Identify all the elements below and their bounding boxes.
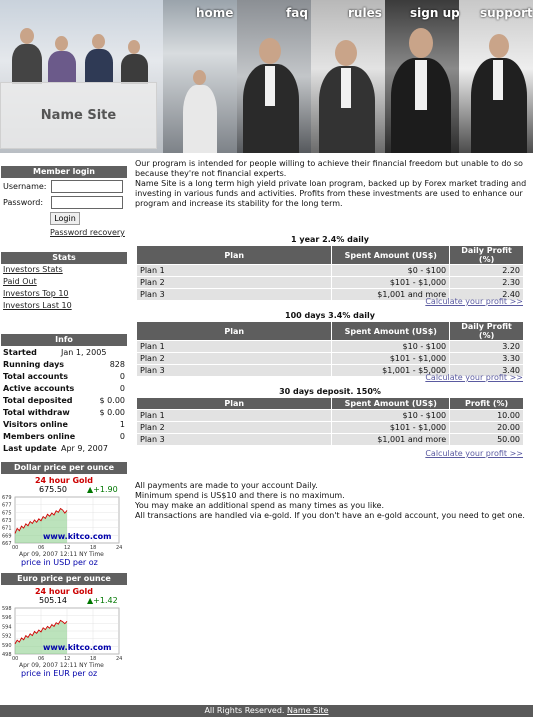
info-heading: Info — [1, 334, 127, 346]
table-cell: $10 - $100 — [332, 341, 450, 353]
header-photo-5 — [459, 0, 533, 153]
table-cell: Plan 2 — [137, 277, 332, 289]
intro-text — [135, 159, 527, 209]
x-tick-label: 24 — [116, 656, 123, 662]
nav-home[interactable]: home — [196, 6, 234, 20]
info-value: $ 0.00 — [99, 396, 125, 405]
site-name: Name Site — [40, 108, 117, 123]
table-cell: $1,001 - $5,000 — [332, 365, 450, 377]
username-label: Username: — [3, 182, 47, 191]
password-input[interactable] — [51, 196, 123, 209]
info-label: Last update — [3, 444, 57, 453]
x-tick-label: 00 — [12, 545, 19, 551]
table-cell: 10.00 — [450, 410, 524, 422]
plan-table — [136, 321, 524, 377]
table-cell: $101 - $1,000 — [332, 277, 450, 289]
dollar-gold-chart — [1, 475, 127, 567]
table-cell: Plan 3 — [137, 365, 332, 377]
person-icon — [48, 51, 76, 83]
info-label: Total deposited — [3, 396, 73, 405]
table-cell: $10 - $100 — [332, 410, 450, 422]
header-banner — [0, 0, 533, 153]
username-input[interactable] — [51, 180, 123, 193]
info-row-running-days — [3, 360, 125, 372]
x-tick-label: 12 — [64, 545, 71, 551]
table-cell: Plan 3 — [137, 434, 332, 446]
info-label: Running days — [3, 360, 65, 369]
person-icon — [20, 28, 34, 44]
table-cell: Plan 2 — [137, 422, 332, 434]
chart-time: Apr 09, 2007 12:11 NY Time — [19, 551, 104, 558]
person-icon — [121, 54, 148, 84]
info-row-total-withdraw — [3, 408, 125, 420]
info-row-visitors-online — [3, 420, 125, 432]
euro-price-heading: Euro price per ounce — [1, 573, 127, 585]
y-tick-label: 673 — [2, 518, 12, 524]
x-tick-label: 06 — [38, 656, 45, 662]
info-value: 828 — [109, 360, 125, 369]
payments-line: All payments are made to your account Daily. — [135, 481, 318, 490]
nav-faq[interactable]: faq — [286, 6, 308, 20]
chart-title: 24 hour Gold — [34, 587, 94, 596]
y-tick-label: 498 — [2, 652, 12, 658]
y-tick-label: 590 — [2, 642, 12, 649]
password-recovery-link[interactable]: Password recovery — [50, 228, 125, 237]
member-login-heading: Member login — [1, 166, 127, 178]
info-label: Visitors online — [3, 420, 68, 429]
info-value: Jan 1, 2005 — [61, 348, 107, 357]
header-photo-3 — [311, 0, 385, 153]
table-cell: $0 - $100 — [332, 265, 450, 277]
table-cell: 3.40 — [450, 365, 524, 377]
password-label: Password: — [3, 198, 44, 207]
chart-title: 24 hour Gold — [34, 476, 94, 485]
intro-paragraph: Our program is intended for people willing to achieve their financial freedom but unable to do so because they're not financial experts. — [135, 159, 523, 178]
dollar-price-heading: Dollar price per ounce — [1, 462, 127, 474]
login-button[interactable]: Login — [50, 212, 80, 225]
info-value: Apr 9, 2007 — [61, 444, 108, 453]
table-cell: Plan 3 — [137, 289, 332, 301]
chart-unit: price in EUR per oz — [21, 669, 98, 678]
info-label: Active accounts — [3, 384, 75, 393]
table-cell: 20.00 — [450, 422, 524, 434]
x-tick-label: 24 — [116, 545, 123, 551]
info-row-last-update — [3, 444, 125, 456]
info-row-members-online — [3, 432, 125, 444]
header-photo-1 — [163, 0, 237, 153]
chart-price: 675.50 — [39, 485, 67, 494]
table-cell: Plan 1 — [137, 410, 332, 422]
table-cell: 2.20 — [450, 265, 524, 277]
chart-brand: www.kitco.com — [43, 532, 112, 541]
info-label: Total accounts — [3, 372, 68, 381]
info-label: Started — [3, 348, 37, 357]
x-tick-label: 12 — [64, 656, 71, 662]
info-row-started — [3, 348, 125, 360]
payments-line: All transactions are handled via e-gold. If you don't have an e-gold account, you need to get one. — [135, 511, 525, 520]
footer-site-link[interactable]: Name Site — [287, 706, 329, 715]
chart-change-value: +1.90 — [93, 485, 118, 494]
table-header-row — [137, 398, 524, 410]
y-tick-label: 596 — [2, 615, 12, 622]
investors-top-10-link[interactable]: Investors Top 10 — [3, 289, 69, 298]
person-icon — [92, 34, 105, 49]
y-tick-label: 677 — [2, 502, 12, 509]
chart-time: Apr 09, 2007 12:11 NY Time — [19, 662, 104, 669]
nav-sign-up[interactable]: sign up — [410, 6, 460, 20]
payments-line: Minimum spend is US$10 and there is no maximum. — [135, 491, 345, 500]
table-cell: Plan 1 — [137, 341, 332, 353]
nav-support[interactable]: support — [480, 6, 533, 20]
plan-table — [136, 245, 524, 301]
table-row — [137, 265, 524, 277]
footer — [0, 705, 533, 717]
person-icon — [55, 36, 68, 51]
table-cell: 3.30 — [450, 353, 524, 365]
info-value: $ 0.00 — [99, 408, 125, 417]
person-icon — [85, 49, 113, 83]
column-header: Plan — [137, 246, 332, 265]
table-cell: $1,001 and more — [332, 289, 450, 301]
calculate-profit-link[interactable]: Calculate your profit >> — [425, 297, 523, 306]
table-row — [137, 341, 524, 353]
chart-price: 505.14 — [39, 596, 67, 605]
x-tick-label: 06 — [38, 545, 45, 551]
plan-title: 30 days deposit. 150% — [279, 387, 381, 396]
info-row-total-accounts — [3, 372, 125, 384]
plan-table — [136, 397, 524, 446]
table-row — [137, 353, 524, 365]
column-header: Spent Amount (US$) — [332, 398, 450, 410]
x-tick-label: 18 — [90, 656, 97, 662]
footer-text: All Rights Reserved. — [204, 706, 285, 715]
y-tick-label: 675 — [2, 510, 12, 517]
info-value: 1 — [119, 420, 125, 429]
calculate-profit-link[interactable]: Calculate your profit >> — [425, 449, 523, 458]
table-cell: $101 - $1,000 — [332, 353, 450, 365]
y-tick-label: 592 — [2, 633, 12, 640]
plan-title: 100 days 3.4% daily — [285, 311, 375, 320]
table-cell: Plan 2 — [137, 353, 332, 365]
x-tick-label: 00 — [12, 656, 19, 662]
info-row-total-deposited — [3, 396, 125, 408]
euro-gold-chart — [1, 586, 127, 678]
column-header: Daily Profit (%) — [450, 246, 524, 265]
table-cell: $101 - $1,000 — [332, 422, 450, 434]
table-row — [137, 277, 524, 289]
nav-rules[interactable]: rules — [348, 6, 382, 20]
table-cell: 2.30 — [450, 277, 524, 289]
payments-text — [135, 481, 527, 521]
header-photo-2 — [237, 0, 311, 153]
y-tick-label: 667 — [2, 541, 12, 547]
y-tick-label: 671 — [2, 525, 12, 532]
investors-last-10-link[interactable]: Investors Last 10 — [3, 301, 72, 310]
plan-title: 1 year 2.4% daily — [291, 235, 369, 244]
calculate-profit-link[interactable]: Calculate your profit >> — [425, 373, 523, 382]
column-header: Spent Amount (US$) — [332, 322, 450, 341]
column-header: Profit (%) — [450, 398, 524, 410]
investors-stats-link[interactable]: Investors Stats — [3, 265, 63, 274]
person-icon — [12, 44, 42, 84]
header-photo-4 — [385, 0, 459, 153]
info-value: 0 — [119, 384, 125, 393]
table-cell: $1,001 and more — [332, 434, 450, 446]
up-arrow-icon: ▲ — [87, 596, 94, 605]
table-cell: 2.40 — [450, 289, 524, 301]
info-label: Members online — [3, 432, 76, 441]
y-tick-label: 679 — [2, 495, 12, 501]
table-cell: Plan 1 — [137, 265, 332, 277]
table-cell: 50.00 — [450, 434, 524, 446]
info-value: 0 — [119, 432, 125, 441]
chart-unit: price in USD per oz — [21, 558, 98, 567]
site-name-box — [0, 82, 157, 149]
table-cell: 3.20 — [450, 341, 524, 353]
column-header: Plan — [137, 322, 332, 341]
table-header-row — [137, 322, 524, 341]
up-arrow-icon: ▲ — [87, 485, 94, 494]
info-value: 0 — [119, 372, 125, 381]
x-tick-label: 18 — [90, 545, 97, 551]
info-label: Total withdraw — [3, 408, 70, 417]
paid-out-link[interactable]: Paid Out — [3, 277, 37, 286]
column-header: Spent Amount (US$) — [332, 246, 450, 265]
stats-heading: Stats — [1, 252, 127, 264]
column-header: Daily Profit (%) — [450, 322, 524, 341]
y-tick-label: 598 — [2, 606, 12, 612]
column-header: Plan — [137, 398, 332, 410]
chart-brand: www.kitco.com — [43, 643, 112, 652]
payments-line: You may make an additional spend as many times as you like. — [135, 501, 385, 510]
y-tick-label: 594 — [2, 624, 12, 631]
intro-paragraph: Name Site is a long term high yield private loan program, backed up by Forex market trading and investing in various funds and activities. Profits from these investments are used to enhance our program and increase its stability for the long term. — [135, 179, 527, 208]
chart-change-value: +1.42 — [93, 596, 118, 605]
person-icon — [128, 40, 140, 54]
table-row — [137, 434, 524, 446]
info-row-active-accounts — [3, 384, 125, 396]
y-tick-label: 669 — [2, 533, 12, 540]
table-row — [137, 410, 524, 422]
table-header-row — [137, 246, 524, 265]
table-row — [137, 422, 524, 434]
